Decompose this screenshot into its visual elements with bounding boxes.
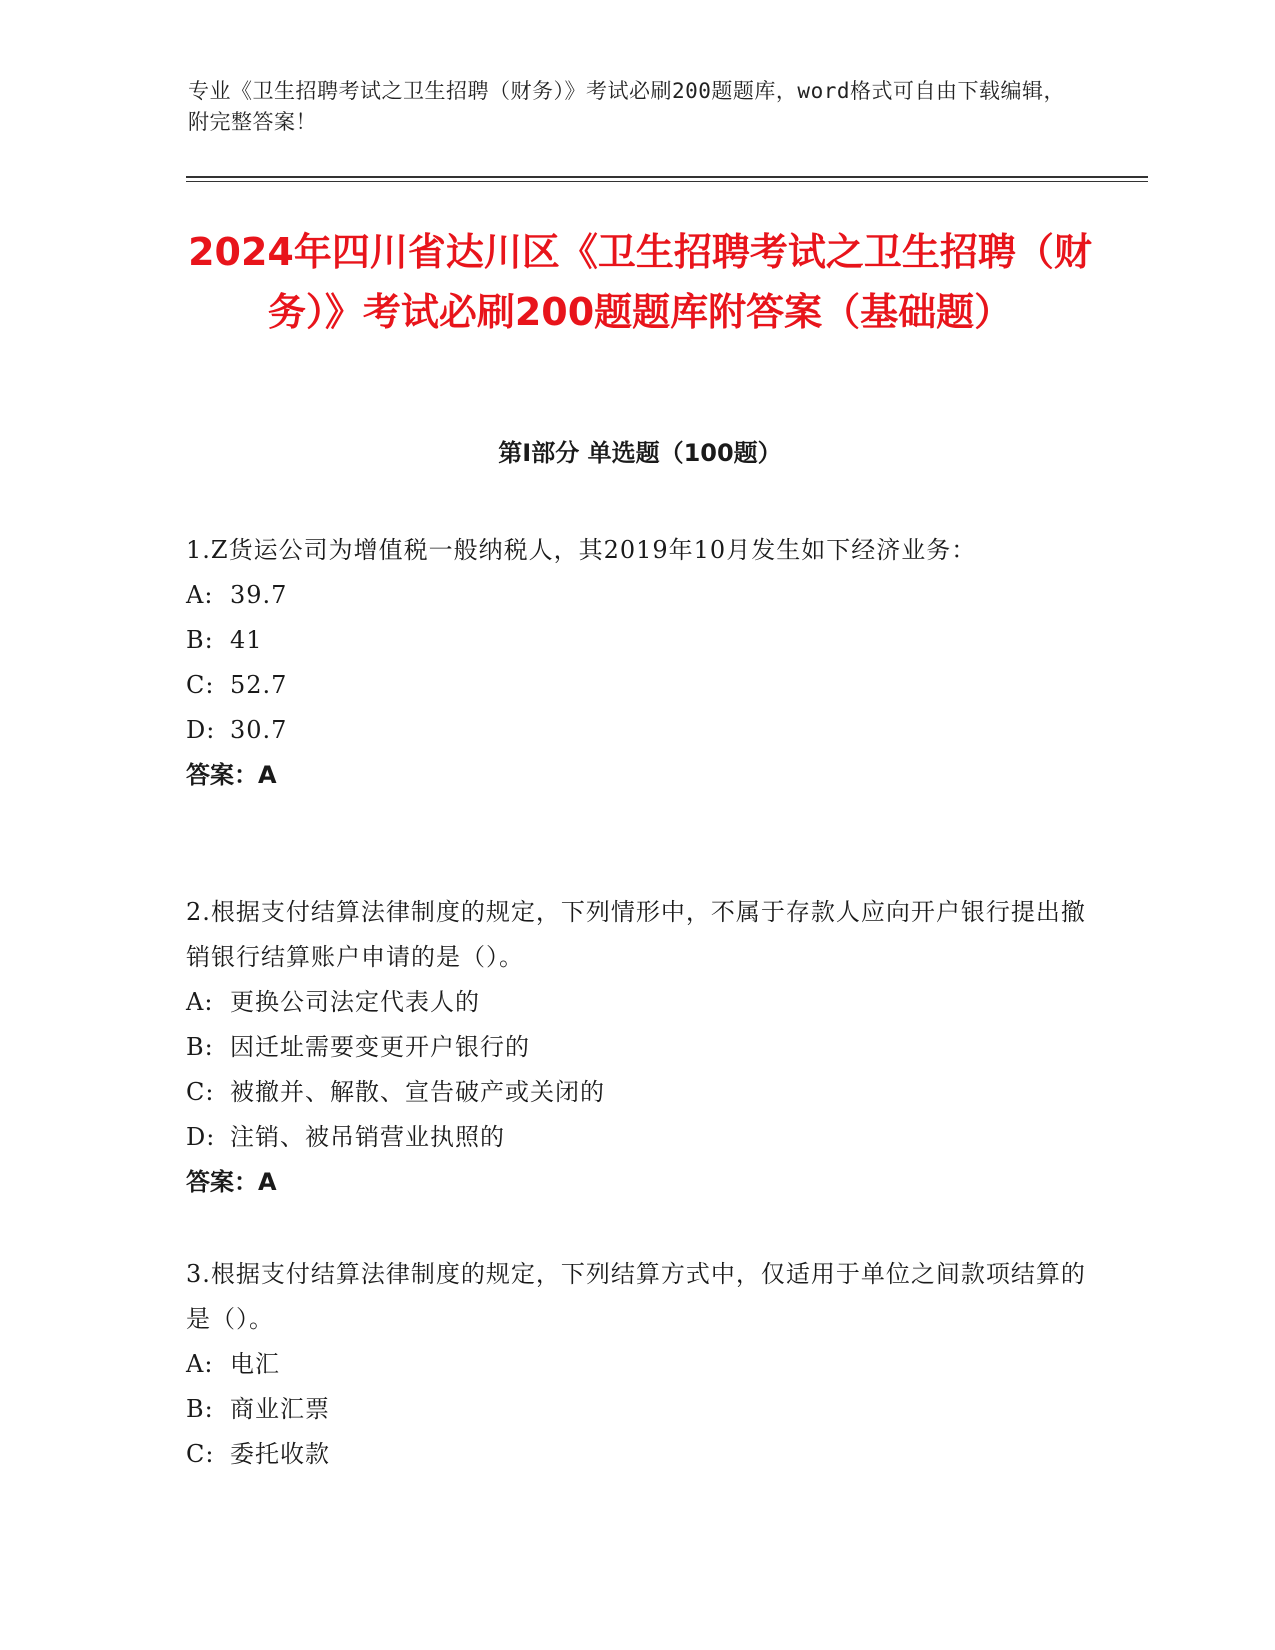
option-d <box>186 1115 1086 1160</box>
option-text: 注销、被吊销营业执照的 <box>230 1123 505 1151</box>
option-letter: C: <box>186 671 215 699</box>
option-letter: B: <box>186 626 214 654</box>
question-2 <box>186 890 1086 1205</box>
option-letter: D: <box>186 716 216 744</box>
question-stem: 3.根据支付结算法律制度的规定，下列结算方式中，仅适用于单位之间款项结算的是（）。 <box>186 1260 1086 1333</box>
question-3 <box>186 1252 1086 1477</box>
option-text: 30.7 <box>230 716 288 744</box>
option-letter: A: <box>186 1350 214 1378</box>
option-text: 39.7 <box>230 581 288 609</box>
question-stem: 2.根据支付结算法律制度的规定，下列情形中，不属于存款人应向开户银行提出撤销银行结算账户申请的是（）。 <box>186 898 1086 971</box>
option-c <box>186 663 1086 708</box>
option-text: 被撤并、解散、宣告破产或关闭的 <box>230 1078 605 1106</box>
option-letter: A: <box>186 581 214 609</box>
answer-line: 答案：A <box>186 761 277 789</box>
option-letter: A: <box>186 988 214 1016</box>
header-divider-thick <box>186 176 1148 178</box>
option-text: 52.7 <box>230 671 288 699</box>
option-a <box>186 1342 1086 1387</box>
option-b <box>186 1025 1086 1070</box>
option-letter: C: <box>186 1440 215 1468</box>
document-title: 2024年四川省达川区《卫生招聘考试之卫生招聘（财务）》考试必刷200题题库附答案（基础题） <box>188 230 1092 334</box>
option-b <box>186 1387 1086 1432</box>
option-c <box>186 1070 1086 1115</box>
option-letter: C: <box>186 1078 215 1106</box>
header-divider-thin <box>186 181 1148 182</box>
option-text: 商业汇票 <box>230 1395 330 1423</box>
section-heading: 第I部分 单选题（100题） <box>498 439 782 467</box>
option-letter: B: <box>186 1033 214 1061</box>
option-text: 因迁址需要变更开户银行的 <box>230 1033 530 1061</box>
option-a <box>186 980 1086 1025</box>
option-b <box>186 618 1086 663</box>
option-text: 电汇 <box>230 1350 280 1378</box>
option-a <box>186 573 1086 618</box>
answer-line: 答案：A <box>186 1168 277 1196</box>
option-d <box>186 708 1086 753</box>
option-text: 41 <box>230 626 263 654</box>
option-c <box>186 1432 1086 1477</box>
option-text: 委托收款 <box>230 1440 330 1468</box>
option-letter: D: <box>186 1123 216 1151</box>
option-letter: B: <box>186 1395 214 1423</box>
question-stem: 1.Z货运公司为增值税一般纳税人，其2019年10月发生如下经济业务： <box>186 536 977 564</box>
header-note: 专业《卫生招聘考试之卫生招聘（财务）》考试必刷200题题库，word格式可自由下载编辑，附完整答案！ <box>188 79 1065 134</box>
question-1 <box>186 528 1086 798</box>
option-text: 更换公司法定代表人的 <box>230 988 480 1016</box>
